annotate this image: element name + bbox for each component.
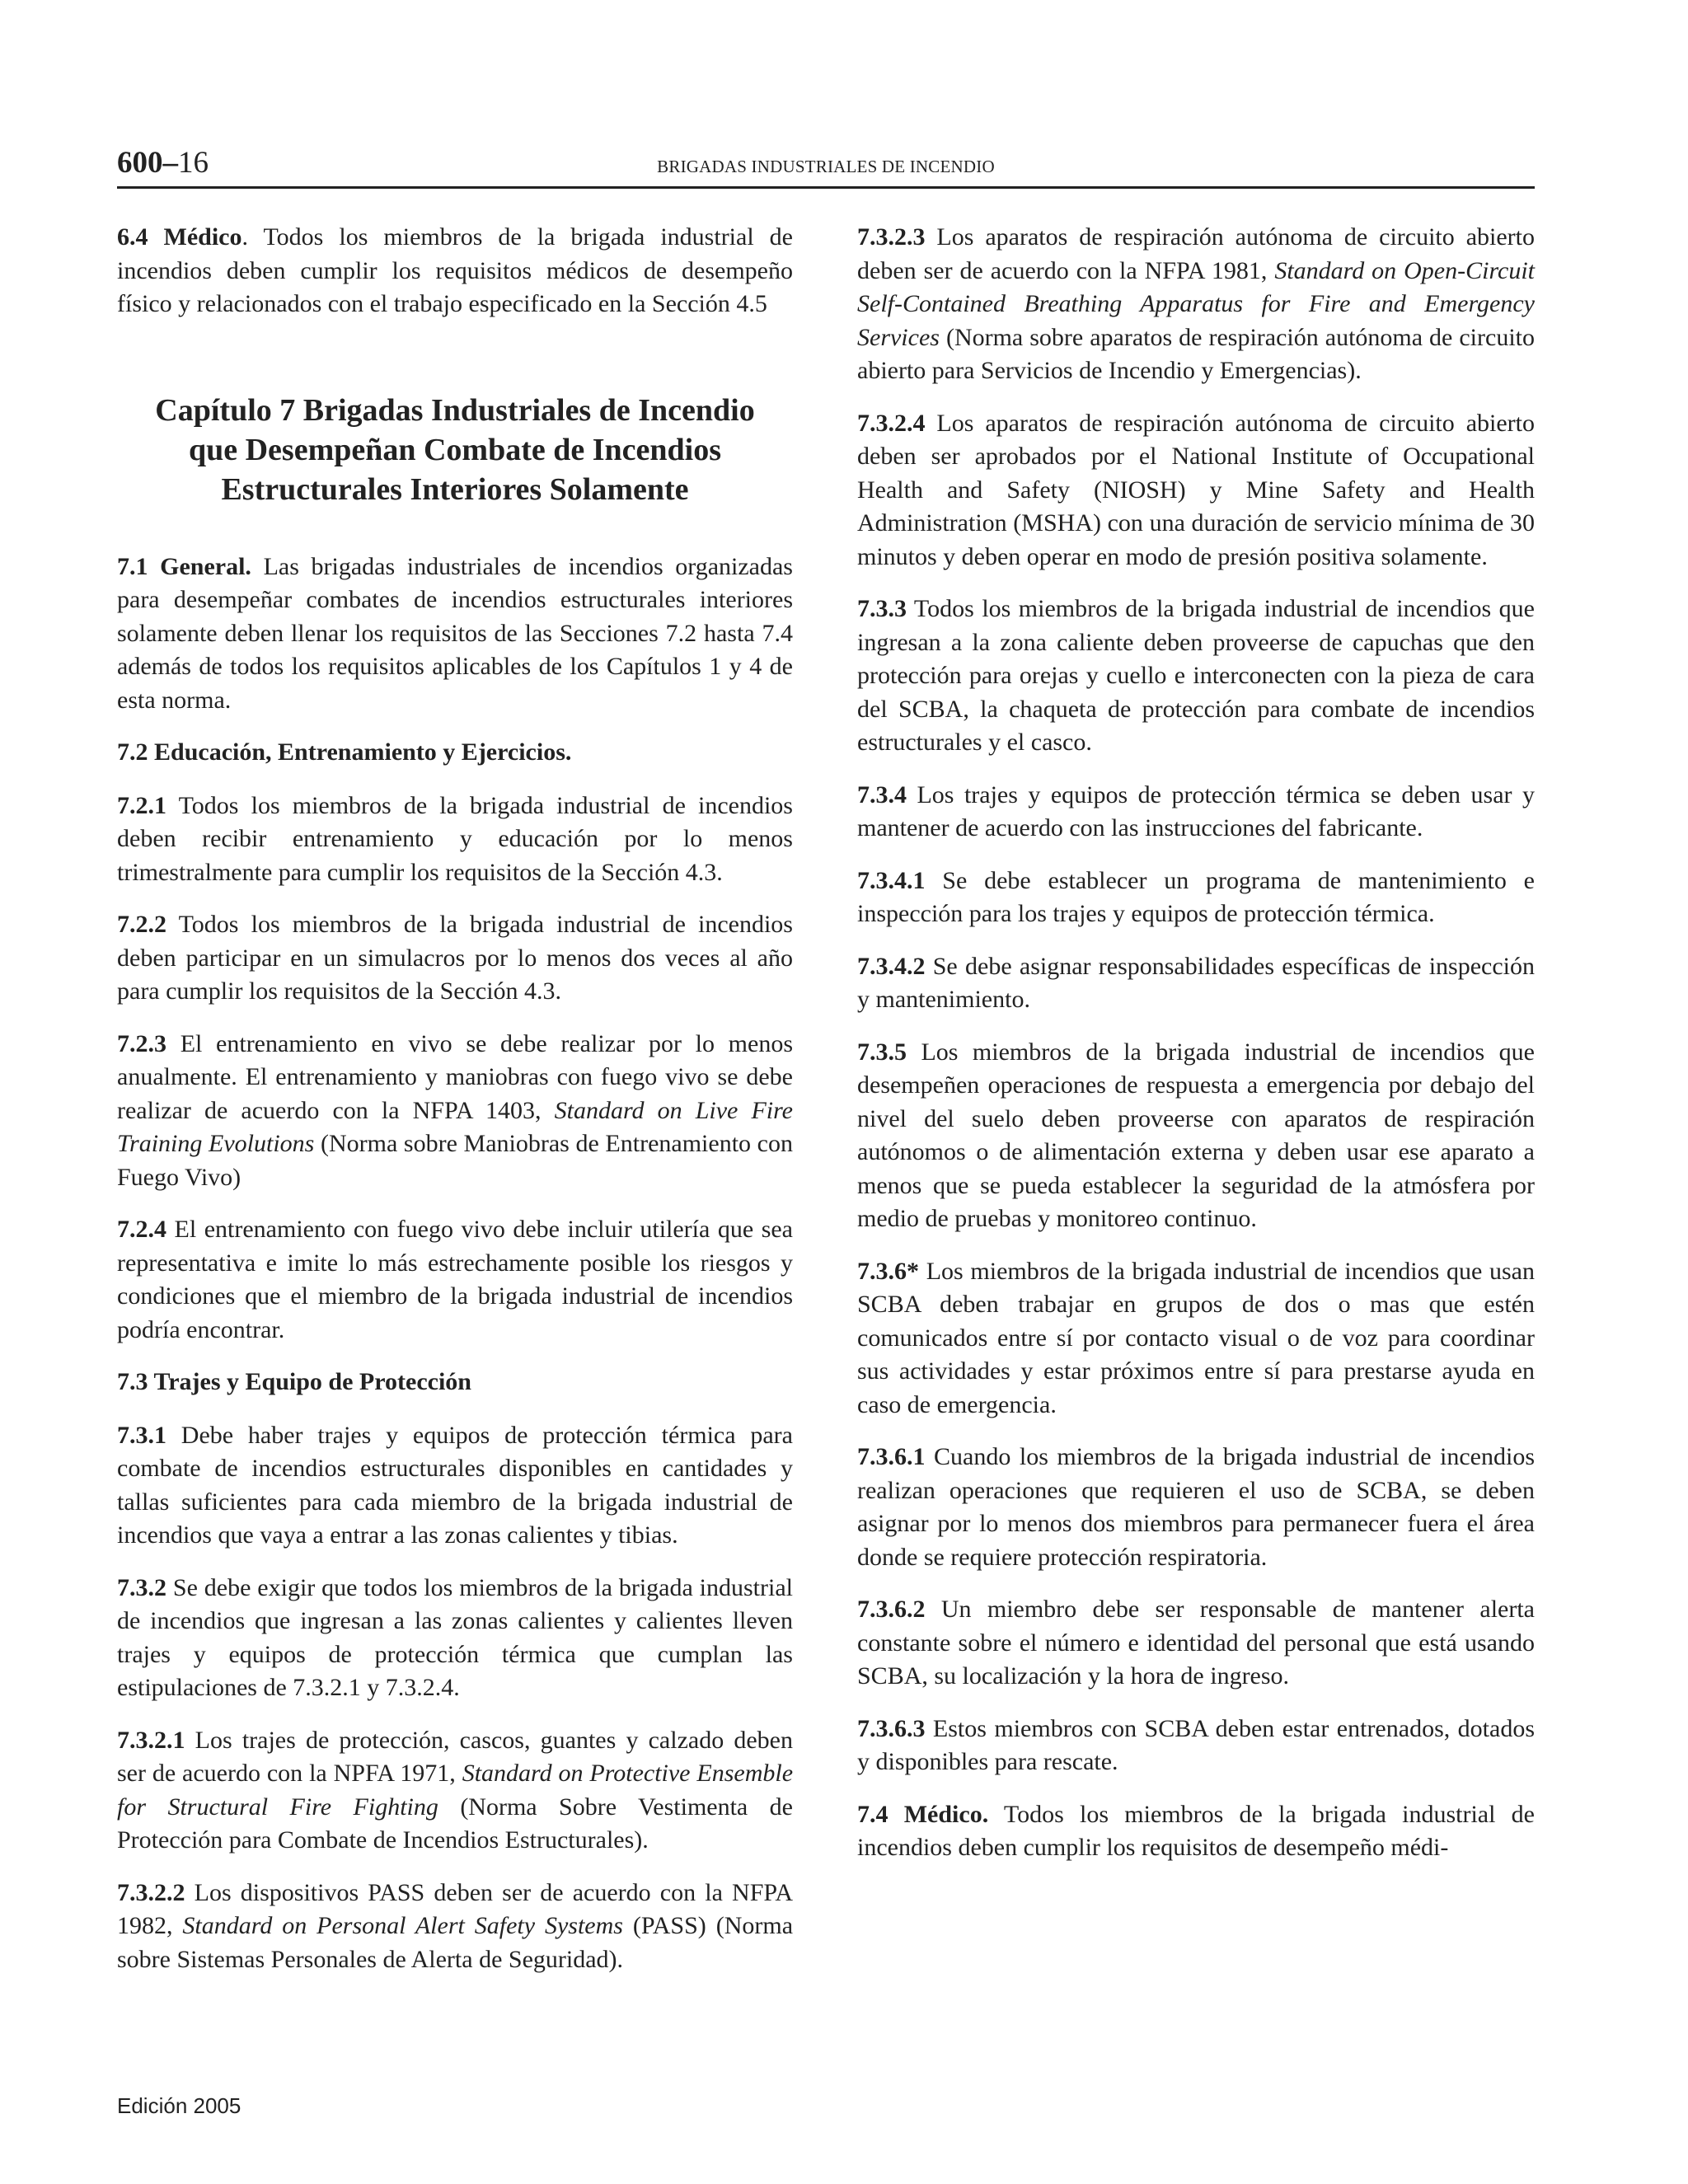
paragraph-7-4: 7.4 Médico. Todos los miembros de la brigada industrial de incendios deben cumplir los requisitos de desempeño médi- [857,1800,1535,1861]
right-column [857,221,1535,1884]
paragraph-7-3-6: 7.3.6* Los miembros de la brigada industrial de incendios que usan SCBA deben trabajar en grupos de dos o mas que estén comunicados entre sí por contacto visual o de voz para coordinar sus actividades y estar próximos entre sí para prestarse ayuda en caso de emergencia. [857,1257,1535,1418]
paragraph-7-3-1: 7.3.1 Debe haber trajes y equipos de protección térmica para combate de incendios estructurales disponibles en cantidades y tallas suficientes para cada miembro de la brigada industrial de incendios que vaya a entrar a las zonas calientes y tibias. [117,1421,793,1549]
paragraph-7-3-2-1: 7.3.2.1 Los trajes de protección, cascos, guantes y calzado deben ser de acuerdo con la NPFA 1971, Standard on Protective Ensemble for Structural Fire Fighting (Norma Sobre Vestimenta de Protección para Combate de Incendios Estructurales). [117,1726,794,1854]
paragraph-7-3-5: 7.3.5 Los miembros de la brigada industrial de incendios que desempeñen operaciones de respuesta a emergencia por debajo del nivel del suelo deben proveerse con aparatos de respiración autónomos o de alimentación externa y deben usar ese aparato a menos que se pueda establecer la seguridad de la atmósfera por medio de pruebas y monitoreo continuo. [857,1038,1535,1232]
left-column [117,221,793,1995]
chapter-title: Capítulo 7 Brigadas Industriales de Incendio que Desempeñan Combate de Incendios Estructurales Interiores Solamente [155,392,755,507]
paragraph-7-3-6-1: 7.3.6.1 Cuando los miembros de la brigada industrial de incendios realizan operaciones que requieren el uso de SCBA, se deben asignar por lo menos dos miembros para permanecer fuera el área donde se requiere protección respiratoria. [857,1443,1535,1571]
paragraph-7-2-2: 7.2.2 Todos los miembros de la brigada industrial de incendios deben participar en un simulacros por lo menos dos veces al año para cumplir los requisitos de la Sección 4.3. [117,911,793,1005]
paragraph-7-3-6-2: 7.3.6.2 Un miembro debe ser responsable de mantener alerta constante sobre el número e identidad del personal que está usando SCBA, su localización y la hora de ingreso. [857,1596,1535,1690]
paragraph-7-3-4-2: 7.3.4.2 Se debe asignar responsabilidades específicas de inspección y mantenimiento. [857,952,1535,1013]
paragraph-7-1: 7.1 General. Las brigadas industriales de incendios organizadas para desempeñar combates de incendios estructurales interiores solamente deben llenar los requisitos de las Secciones 7.2 hasta 7.4 además de todos los requisitos aplicables de los Capítulos 1 y 4 de esta norma. [117,552,793,714]
header-rule [117,186,1535,189]
section-heading-7-3: 7.3 Trajes y Equipo de Protección [117,1368,471,1395]
paragraph-7-3-2-3: 7.3.2.3 Los aparatos de respiración autónoma de circuito abierto deben ser de acuerdo con la NFPA 1981, Standard on Open-Circuit Self-Contained Breathing Apparatus for Fire and Emergency Services (Norma sobre aparatos de respiración autónoma de circuito abierto para Servicios de Incendio y Emergencias). [857,223,1535,384]
paragraph-7-2-1: 7.2.1 Todos los miembros de la brigada industrial de incendios deben recibir entrenamiento y educación por lo menos trimestralmente para cumplir los requisitos de la Sección 4.3. [117,791,793,886]
paragraph-7-3-6-3: 7.3.6.3 Estos miembros con SCBA deben estar entrenados, dotados y disponibles para rescate. [857,1714,1535,1775]
paragraph-7-2-4: 7.2.4 El entrenamiento con fuego vivo debe incluir utilería que sea representativa e imite lo más estrechamente posible los riesgos y condiciones que el miembro de la brigada industrial de incendios podría encontrar. [117,1216,793,1343]
paragraph-7-3-3: 7.3.3 Todos los miembros de la brigada industrial de incendios que ingresan a la zona caliente deben proveerse de capuchas que den protección para orejas y cuello e interconecten con la pieza de cara del SCBA, la chaqueta de protección para combate de incendios estructurales y el casco. [857,595,1535,756]
running-title: BRIGADAS INDUSTRIALES DE INCENDIO [657,157,995,176]
paragraph-7-3-4-1: 7.3.4.1 Se debe establecer un programa de mantenimiento e inspección para los trajes y equipos de protección térmica. [857,866,1535,927]
paragraph-7-3-2-4: 7.3.2.4 Los aparatos de respiración autónoma de circuito abierto deben ser aprobados por el National Institute of Occupational Health and Safety (NIOSH) y Mine Safety and Health Administration (MSHA) con una duración de servicio mínima de 30 minutos y deben operar en modo de presión positiva solamente. [857,409,1535,570]
paragraph-7-3-4: 7.3.4 Los trajes y equipos de protección térmica se deben usar y mantener de acuerdo con las instrucciones del fabricante. [857,780,1535,841]
edition-footer: Edición 2005 [117,2093,241,2118]
paragraph-7-2-3: 7.2.3 El entrenamiento en vivo se debe realizar por lo menos anualmente. El entrenamiento y maniobras con fuego vivo se debe realizar de acuerdo con la NFPA 1403, Standard on Live Fire Training Evolutions (Norma sobre Maniobras de Entrenamiento con Fuego Vivo) [117,1029,793,1191]
page-number: 600–16 [117,146,209,180]
paragraph-6-4: 6.4 Médico. Todos los miembros de la brigada industrial de incendios deben cumplir los requisitos médicos de desempeño físico y relacionados con el trabajo especificado en la Sección 4.5 [117,223,793,317]
paragraph-7-3-2: 7.3.2 Se debe exigir que todos los miembros de la brigada industrial de incendios que ingresan a las zonas calientes y calientes lleven trajes y equipos de protección térmica que cumplan las estipulaciones de 7.3.2.1 y 7.3.2.4. [117,1573,793,1701]
paragraph-7-3-2-2: 7.3.2.2 Los dispositivos PASS deben ser de acuerdo con la NFPA 1982, Standard on Personal Alert Safety Systems (PASS) (Norma sobre Sistemas Personales de Alerta de Seguridad). [117,1878,794,1973]
page-header [117,145,1535,186]
section-heading-7-2: 7.2 Educación, Entrenamiento y Ejercicios. [117,738,572,766]
